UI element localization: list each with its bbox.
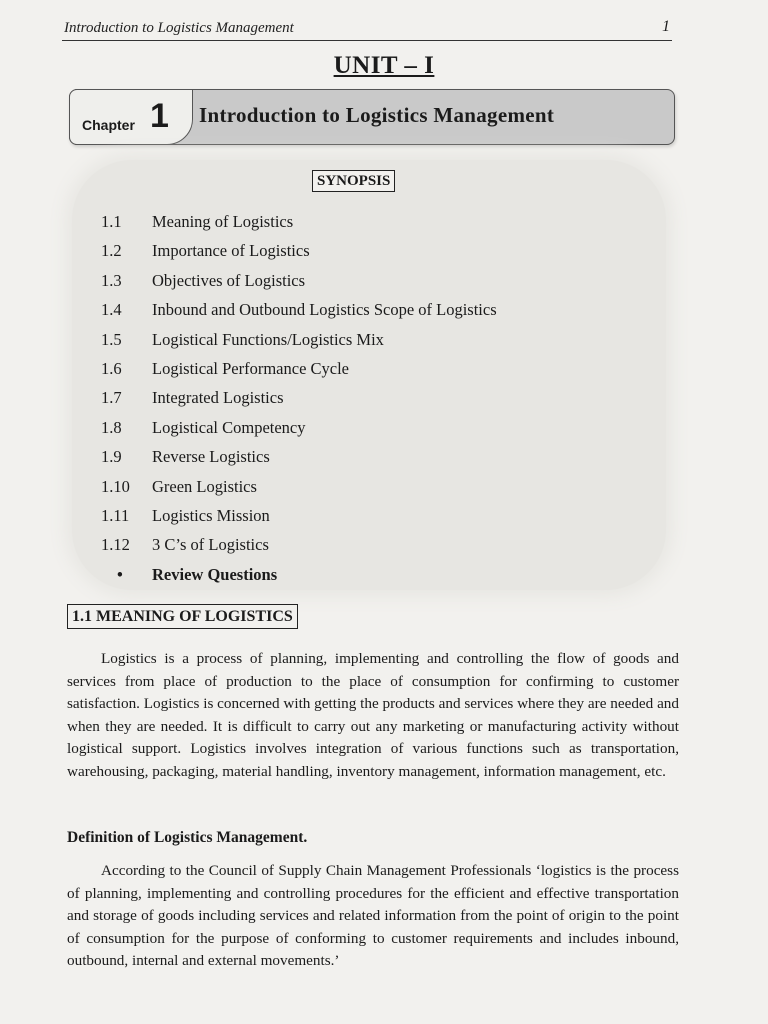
synopsis-list bbox=[101, 207, 497, 589]
item-text: Logistics Mission bbox=[152, 505, 270, 525]
item-text: Logistical Performance Cycle bbox=[152, 358, 350, 378]
item-number: 1.2 bbox=[101, 241, 122, 261]
chapter-number: 1 bbox=[150, 97, 169, 135]
item-text: Inbound and Outbound Logistics Scope of Logistics bbox=[152, 300, 497, 320]
synopsis-label: SYNOPSIS bbox=[312, 170, 395, 192]
list-item bbox=[101, 236, 497, 265]
item-text: Integrated Logistics bbox=[152, 388, 284, 408]
paragraph-meaning: Logistics is a process of planning, implementing and controlling the flow of goods and services from place of production to the place of consumption for confirming to customer satisfaction. Logistics is concerned with getting the products and services where they are needed and when they are needed. It is difficult to carry out any marketing or manufacturing activity without logistical support. Logistics involves integration of various functions such as transportation, warehousing, packaging, material handling, inventory management, information management, etc. bbox=[67, 650, 679, 780]
list-item bbox=[101, 207, 497, 236]
list-item bbox=[101, 442, 497, 471]
item-number: 1.7 bbox=[101, 388, 122, 408]
list-item bbox=[101, 413, 497, 442]
item-text: Green Logistics bbox=[152, 476, 257, 496]
item-number: 1.9 bbox=[101, 447, 122, 467]
item-number: 1.6 bbox=[101, 358, 122, 378]
paragraph-definition: According to the Council of Supply Chain Management Professionals ‘logistics is the process of planning, implementing and controlling procedures for the efficient and effective transportation and storage of goods including services and related information from the point of origin to the point of consumption for the purpose of conforming to customer requirements and includes inbound, outbound, internal and external movements.’ bbox=[67, 862, 679, 970]
chapter-tab bbox=[69, 89, 193, 145]
item-text: 3 C’s of Logistics bbox=[152, 535, 269, 555]
item-text: Objectives of Logistics bbox=[152, 270, 306, 290]
section-heading: 1.1 MEANING OF LOGISTICS bbox=[67, 604, 298, 629]
item-number: 1.5 bbox=[101, 329, 122, 349]
item-number: 1.10 bbox=[101, 476, 130, 496]
item-number: 1.11 bbox=[101, 505, 130, 525]
item-number: 1.8 bbox=[101, 417, 122, 437]
definition-heading: Definition of Logistics Management. bbox=[67, 829, 308, 846]
item-text: Logistical Functions/Logistics Mix bbox=[152, 329, 384, 349]
unit-heading: UNIT – I bbox=[333, 52, 435, 79]
item-text: Importance of Logistics bbox=[152, 241, 310, 261]
chapter-label: Chapter bbox=[82, 117, 135, 133]
page-number: 1 bbox=[662, 18, 670, 35]
item-number: 1.4 bbox=[101, 300, 122, 320]
list-item bbox=[101, 266, 497, 295]
item-number: 1.1 bbox=[101, 212, 122, 231]
bullet-icon: • bbox=[117, 564, 123, 584]
list-item-review bbox=[101, 560, 497, 589]
list-item bbox=[101, 354, 497, 383]
item-text: Meaning of Logistics bbox=[152, 212, 294, 231]
item-number: 1.3 bbox=[101, 270, 122, 290]
item-text: Review Questions bbox=[152, 564, 278, 584]
list-item bbox=[101, 530, 497, 559]
chapter-banner bbox=[69, 89, 675, 145]
list-item bbox=[101, 472, 497, 501]
chapter-title: Introduction to Logistics Management bbox=[199, 103, 555, 127]
running-header bbox=[62, 18, 672, 41]
item-number: 1.12 bbox=[101, 535, 130, 555]
list-item bbox=[101, 295, 497, 324]
list-item bbox=[101, 325, 497, 354]
item-text: Logistical Competency bbox=[152, 417, 306, 437]
item-text: Reverse Logistics bbox=[152, 447, 270, 467]
running-title: Introduction to Logistics Management bbox=[64, 20, 294, 36]
list-item bbox=[101, 383, 497, 412]
list-item bbox=[101, 501, 497, 530]
